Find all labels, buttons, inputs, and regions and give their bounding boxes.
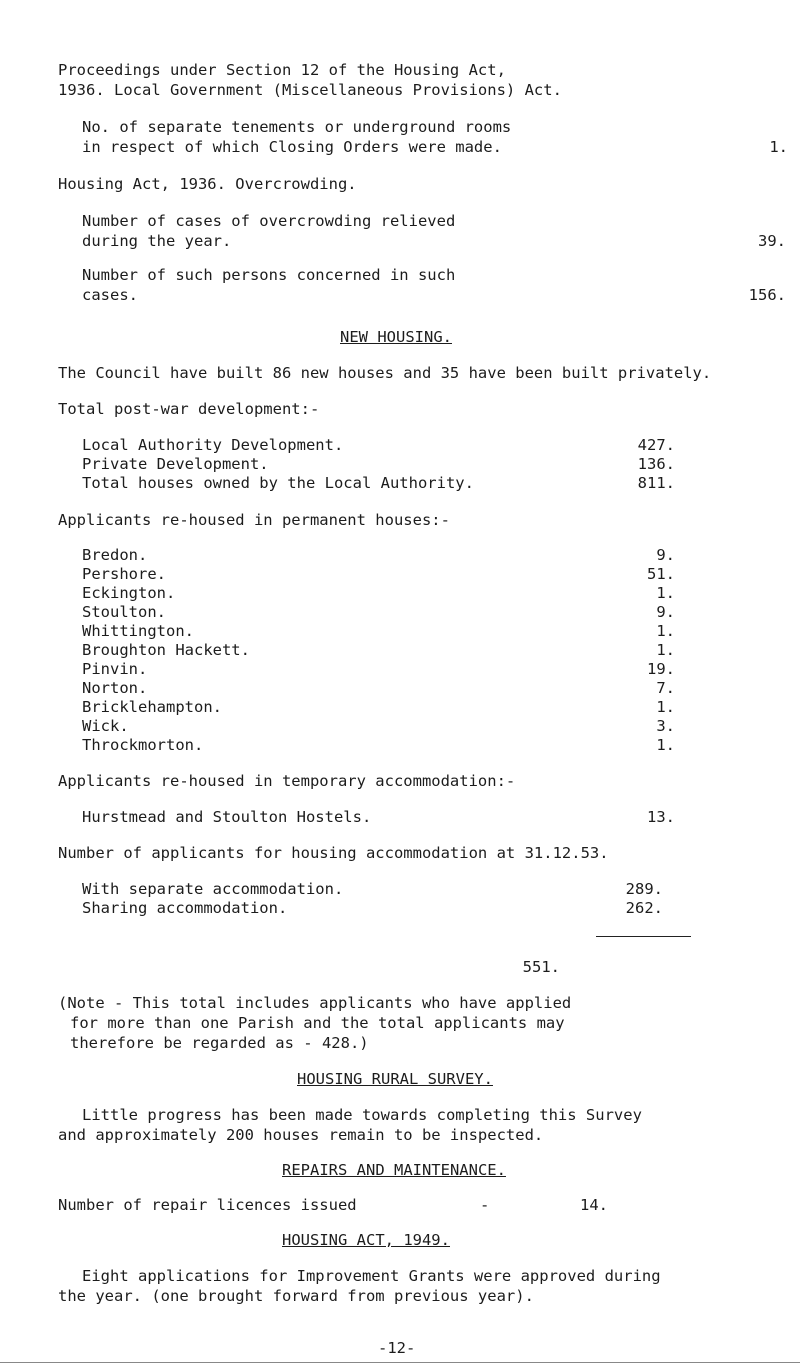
development-label: Local Authority Development.: [82, 436, 344, 454]
parish-name: Eckington.: [82, 584, 176, 602]
applicants-total-value: 551.: [522, 958, 560, 976]
rural-survey-line-2: and approximately 200 houses remain to be inspected.: [58, 1126, 544, 1144]
parish-value: 7.: [656, 679, 675, 697]
development-value: 427.: [637, 436, 675, 454]
parish-value: 9.: [656, 603, 675, 621]
note-line-1: (Note - This total includes applicants who have applied: [58, 994, 572, 1012]
housing-act-1949-heading: HOUSING ACT, 1949.: [282, 1231, 450, 1249]
page-edge: [0, 1362, 800, 1363]
parish-name: Pinvin.: [82, 660, 148, 678]
improvement-grants-line-1: Eight applications for Improvement Grants were approved during: [82, 1267, 661, 1285]
new-housing-intro: The Council have built 86 new houses and 35 have been built privately.: [58, 364, 712, 382]
page-number: -12-: [378, 1339, 416, 1357]
repair-licences-label: Number of repair licences issued: [58, 1196, 357, 1214]
rural-survey-heading: HOUSING RURAL SURVEY.: [297, 1070, 493, 1088]
repair-licences-value: 14.: [580, 1196, 608, 1214]
parish-name: Norton.: [82, 679, 148, 697]
temporary-accommodation-label: Applicants re-housed in temporary accommodation:-: [58, 772, 516, 790]
development-label: Total houses owned by the Local Authority.: [82, 474, 474, 492]
parish-name: Whittington.: [82, 622, 194, 640]
repairs-heading: REPAIRS AND MAINTENANCE.: [282, 1161, 506, 1179]
improvement-grants-line-2: the year. (one brought forward from previous year).: [58, 1287, 534, 1305]
rural-survey-line-1: Little progress has been made towards completing this Survey: [82, 1106, 642, 1124]
overcrowding-persons-value: 156.: [748, 286, 786, 304]
closing-orders-label-2: in respect of which Closing Orders were made.: [82, 138, 502, 156]
overcrowding-relieved-value: 39.: [758, 232, 786, 250]
hostels-value: 13.: [647, 808, 675, 826]
parish-value: 9.: [656, 546, 675, 564]
parish-value: 19.: [647, 660, 675, 678]
post-war-development-label: Total post-war development:-: [58, 400, 320, 418]
overcrowding-relieved-label-1: Number of cases of overcrowding relieved: [82, 212, 456, 230]
rehoused-permanent-label: Applicants re-housed in permanent houses:-: [58, 511, 450, 529]
sharing-accommodation-label: Sharing accommodation.: [82, 899, 288, 917]
parish-value: 1.: [656, 622, 675, 640]
development-value: 811.: [637, 474, 675, 492]
parish-name: Throckmorton.: [82, 736, 204, 754]
parish-value: 1.: [656, 698, 675, 716]
overcrowding-persons-label-1: Number of such persons concerned in such: [82, 266, 456, 284]
applicants-label: Number of applicants for housing accommodation at 31.12.53.: [58, 844, 609, 862]
section-title-line1: Proceedings under Section 12 of the Housing Act,: [58, 61, 506, 79]
parish-name: Bricklehampton.: [82, 698, 222, 716]
parish-name: Pershore.: [82, 565, 166, 583]
note-line-2: for more than one Parish and the total applicants may: [70, 1014, 565, 1032]
closing-orders-label-1: No. of separate tenements or underground rooms: [82, 118, 512, 136]
parish-value: 3.: [656, 717, 675, 735]
separate-accommodation-label: With separate accommodation.: [82, 880, 344, 898]
parish-value: 1.: [656, 584, 675, 602]
parish-name: Stoulton.: [82, 603, 166, 621]
development-label: Private Development.: [82, 455, 269, 473]
hostels-label: Hurstmead and Stoulton Hostels.: [82, 808, 372, 826]
parish-name: Broughton Hackett.: [82, 641, 250, 659]
parish-name: Wick.: [82, 717, 129, 735]
new-housing-heading: NEW HOUSING.: [340, 328, 452, 346]
note-line-3: therefore be regarded as - 428.): [70, 1034, 369, 1052]
separate-accommodation-value: 289.: [625, 880, 663, 898]
section-title-line2: 1936. Local Government (Miscellaneous Provisions) Act.: [58, 81, 562, 99]
overcrowding-relieved-label-2: during the year.: [82, 232, 232, 250]
parish-name: Bredon.: [82, 546, 148, 564]
parish-value: 1.: [656, 641, 675, 659]
parish-value: 51.: [647, 565, 675, 583]
parish-value: 1.: [656, 736, 675, 754]
closing-orders-value: 1.: [769, 138, 788, 156]
overcrowding-persons-label-2: cases.: [82, 286, 138, 304]
total-rule: [596, 936, 691, 937]
overcrowding-heading: Housing Act, 1936. Overcrowding.: [58, 175, 357, 193]
development-value: 136.: [637, 455, 675, 473]
sharing-accommodation-value: 262.: [625, 899, 663, 917]
repair-licences-dash: -: [480, 1196, 490, 1214]
